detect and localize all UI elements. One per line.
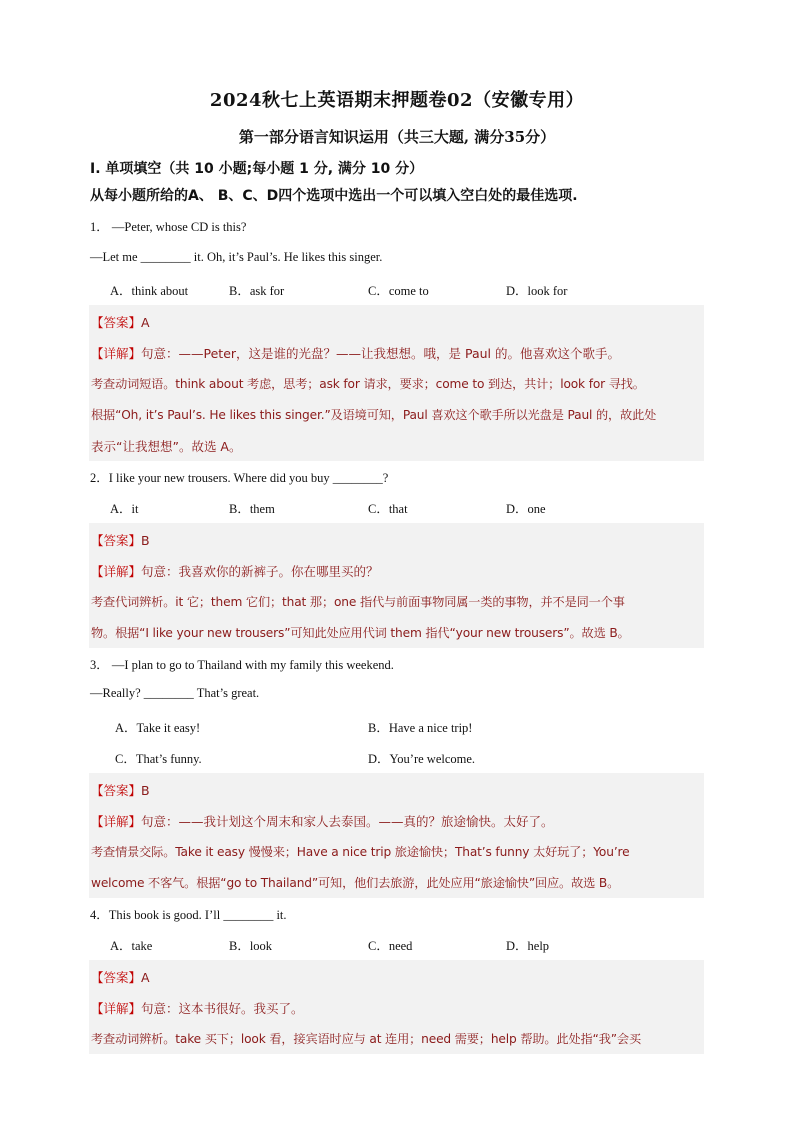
question-4-detail-1 <box>91 999 304 1017</box>
question-2-answer <box>91 531 150 549</box>
section-heading: I. 单项填空（共 10 小题;每小题 1 分, 满分 10 分） <box>90 161 424 177</box>
question-3-option-c: C．That’s funny. <box>115 752 202 766</box>
page-title: 2024秋七上英语期末押题卷02（安徽专用） <box>209 90 585 111</box>
question-3-detail-2: 考查情景交际。Take it easy 慢慢来；Have a nice trip 旅途愉快；That’s funny 太好玩了；You’re <box>91 845 630 859</box>
question-3-detail-3: welcome 不客气。根据“go to Thailand”可知，他们去旅游，此处应用“旅途愉快”回应。故选 B。 <box>91 876 620 890</box>
question-1-detail-3: 根据“Oh, it’s Paul’s. He likes this singer.”及语境可知，Paul 喜欢这个歌手所以光盘是 Paul 的，故此处 <box>91 408 657 422</box>
question-2-option-a: A．it <box>110 502 139 516</box>
question-1-option-d: D．look for <box>506 284 568 298</box>
question-2-option-d: D．one <box>506 502 546 516</box>
detail-tag: 【详解】 <box>91 814 142 829</box>
page-subtitle: 第一部分语言知识运用（共三大题, 满分35分） <box>238 128 556 146</box>
detail-tag: 【详解】 <box>91 346 142 361</box>
question-1-stem-2: —Let me ________ it. Oh, it’s Paul’s. He likes this singer. <box>90 250 383 264</box>
question-1-stem-1: 1． —Peter, whose CD is this? <box>90 220 247 234</box>
question-3-option-b: B．Have a nice trip! <box>368 721 473 735</box>
question-2-option-c: C．that <box>368 502 408 516</box>
question-1-option-b: B．ask for <box>229 284 285 298</box>
question-3-stem-2: —Really? ________ That’s great. <box>90 686 260 700</box>
answer-tag: 【答案】 <box>91 533 142 548</box>
question-3-answer-block <box>89 773 704 898</box>
question-3-detail-1 <box>91 812 554 830</box>
question-3-answer <box>91 781 150 799</box>
detail-tag: 【详解】 <box>91 1001 142 1016</box>
detail-text: 句意：我喜欢你的新裤子。你在哪里买的？ <box>141 564 379 579</box>
question-3-stem-1: 3． —I plan to go to Thailand with my family this weekend. <box>90 658 394 672</box>
question-1-answer-block <box>89 305 704 461</box>
question-4-option-a: A．take <box>110 939 153 953</box>
question-4-option-d: D．help <box>506 939 550 953</box>
question-4-answer <box>91 968 150 986</box>
question-3-option-a: A．Take it easy! <box>115 721 201 735</box>
question-2-detail-2: 考查代词辨析。it 它；them 它们；that 那；one 指代与前面事物同属一类的事物，并不是同一个事 <box>91 595 625 609</box>
answer-value: A <box>141 315 150 330</box>
question-4-stem-1: 4．This book is good. I’ll ________ it. <box>90 908 287 922</box>
question-4-option-c: C．need <box>368 939 413 953</box>
answer-tag: 【答案】 <box>91 315 142 330</box>
detail-tag: 【详解】 <box>91 564 142 579</box>
question-2-stem-1: 2．I like your new trousers. Where did you buy ________? <box>90 471 389 485</box>
question-4-answer-block <box>89 960 704 1054</box>
detail-text: 句意：这本书很好。我买了。 <box>141 1001 304 1016</box>
detail-text: 句意：——我计划这个周末和家人去泰国。——真的？旅途愉快。太好了。 <box>141 814 554 829</box>
question-1-option-c: C．come to <box>368 284 429 298</box>
question-3-option-d: D．You’re welcome. <box>368 752 476 766</box>
question-1-detail-4: 表示“让我想想”。故选 A。 <box>91 439 242 454</box>
answer-tag: 【答案】 <box>91 783 142 798</box>
answer-value: B <box>141 783 150 798</box>
question-2-detail-3: 物。根据“I like your new trousers”可知此处应用代词 them 指代“your new trousers”。故选 B。 <box>91 626 630 640</box>
answer-value: A <box>141 970 150 985</box>
question-1-option-a: A．think about <box>110 284 189 298</box>
answer-tag: 【答案】 <box>91 970 142 985</box>
question-1-answer <box>91 313 150 331</box>
question-4-option-b: B．look <box>229 939 273 953</box>
question-2-option-b: B．them <box>229 502 275 516</box>
question-2-answer-block <box>89 523 704 648</box>
detail-text: 句意：——Peter，这是谁的光盘？——让我想想。哦，是 Paul 的。他喜欢这个歌手。 <box>141 346 621 361</box>
answer-value: B <box>141 533 150 548</box>
question-1-detail-2: 考查动词短语。think about 考虑，思考；ask for 请求，要求；come to 到达，共计；look for 寻找。 <box>91 377 645 391</box>
question-2-detail-1 <box>91 562 379 580</box>
question-4-detail-2: 考查动词辨析。take 买下；look 看，接宾语时应与 at 连用；need 需要；help 帮助。此处指“我”会买 <box>91 1032 641 1046</box>
question-1-detail-1 <box>91 344 620 362</box>
section-instruction: 从每小题所给的A、 B、C、D四个选项中选出一个可以填入空白处的最佳选项. <box>90 188 578 204</box>
